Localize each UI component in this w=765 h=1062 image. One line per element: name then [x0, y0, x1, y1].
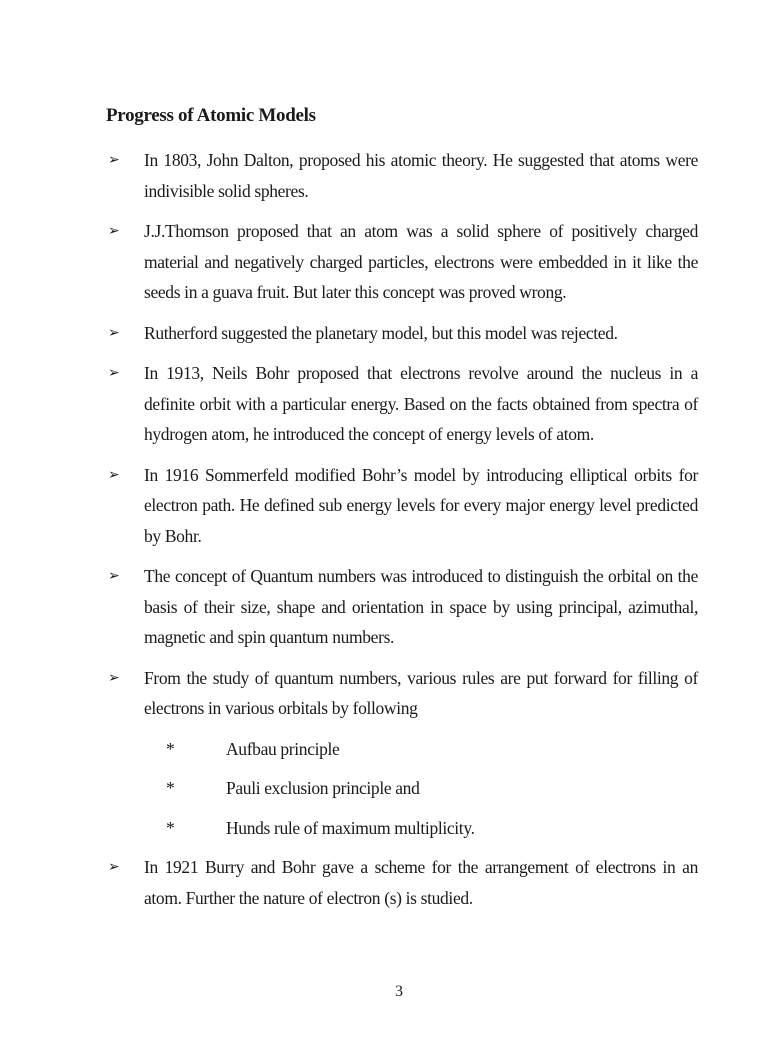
rules-sublist	[106, 734, 698, 844]
arrow-bullet-icon: ➢	[108, 152, 120, 168]
arrow-bullet-icon: ➢	[108, 859, 120, 875]
arrow-bullet-icon: ➢	[108, 669, 120, 686]
rules-sublist-container	[106, 734, 698, 844]
sublist-item-text: Hunds rule of maximum multiplicity.	[226, 817, 475, 838]
arrow-bullet-icon: ➢	[108, 223, 120, 239]
sublist-item	[106, 734, 698, 765]
star-bullet-icon: *	[166, 778, 175, 798]
page-title: Progress of Atomic Models	[106, 105, 316, 126]
list-item-text: In 1921 Burry and Bohr gave a scheme for the arrangement of electrons in an atom. Further the nature of electron (s) is studied.	[144, 857, 698, 908]
sublist-item-text: Aufbau principle	[226, 738, 340, 759]
list-item	[106, 561, 698, 653]
list-item	[106, 852, 698, 913]
sublist-item	[106, 813, 698, 844]
star-bullet-icon: *	[166, 817, 175, 838]
list-item-text: J.J.Thomson proposed that an atom was a solid sphere of positively charged material and negatively charged particles, electrons were embedded in it like the seeds in a guava fruit. But later this concept was proved wrong.	[144, 221, 698, 302]
list-item	[106, 663, 698, 724]
list-item	[106, 460, 698, 552]
list-item-text: In 1913, Neils Bohr proposed that electrons revolve around the nucleus in a definite orbit with a particular energy. Based on the facts obtained from spectra of hydrogen atom, he introduced the concept of energy levels of atom.	[144, 363, 698, 444]
sublist-item-text: Pauli exclusion principle and	[226, 778, 420, 798]
list-item-text: From the study of quantum numbers, various rules are put forward for filling of electrons in various orbitals by following	[144, 667, 698, 718]
list-item	[106, 318, 698, 349]
page-number: 3	[395, 983, 403, 1000]
list-item	[106, 216, 698, 308]
star-bullet-icon: *	[166, 738, 175, 759]
list-item	[106, 145, 698, 206]
list-item	[106, 358, 698, 450]
arrow-bullet-icon: ➢	[108, 466, 120, 483]
atomic-models-list	[106, 145, 698, 923]
list-item-text: Rutherford suggested the planetary model, but this model was rejected.	[144, 322, 618, 343]
arrow-bullet-icon: ➢	[108, 324, 120, 341]
sublist-item	[106, 773, 698, 804]
arrow-bullet-icon: ➢	[108, 568, 120, 584]
list-item-text: The concept of Quantum numbers was introduced to distinguish the orbital on the basis of their size, shape and orientation in space by using principal, azimuthal, magnetic and spin quantum numbers.	[144, 566, 698, 647]
arrow-bullet-icon: ➢	[108, 365, 120, 381]
list-item-text: In 1803, John Dalton, proposed his atomic theory. He suggested that atoms were indivisible solid spheres.	[144, 150, 698, 201]
list-item-text: In 1916 Sommerfeld modified Bohr’s model by introducing elliptical orbits for electron path. He defined sub energy levels for every major energy level predicted by Bohr.	[144, 464, 698, 546]
